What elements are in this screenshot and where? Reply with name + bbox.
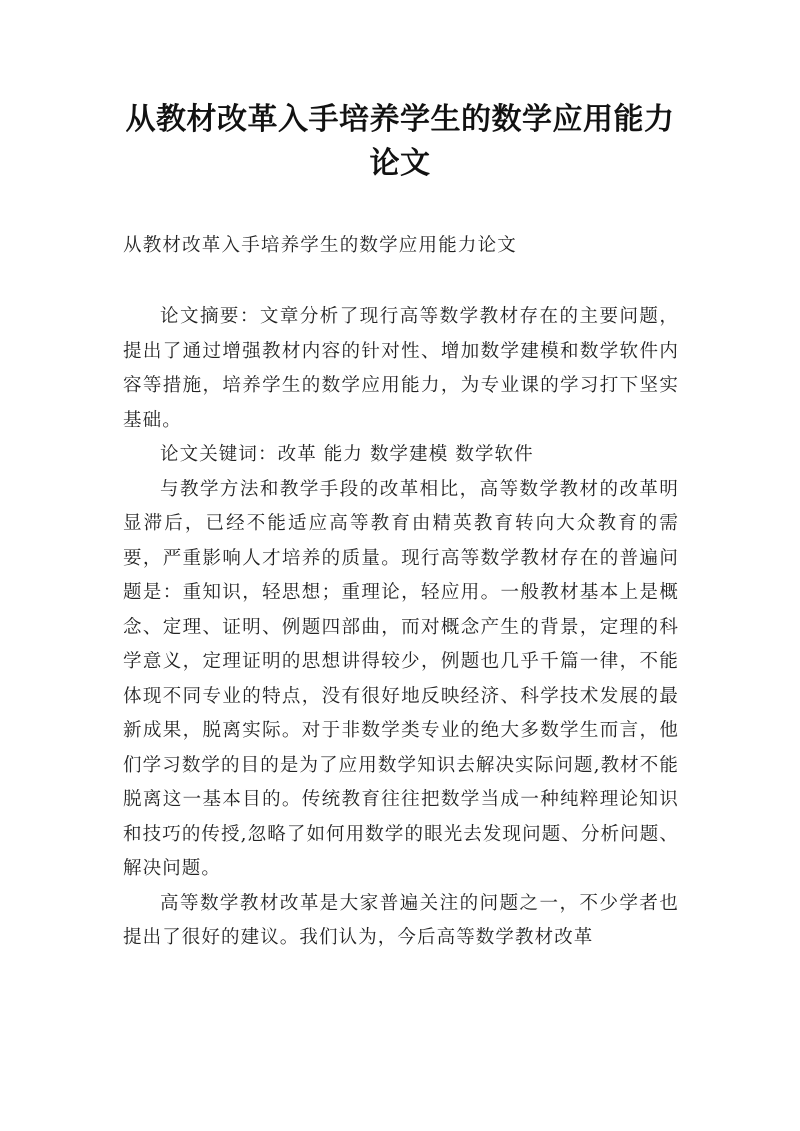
document-body (123, 300, 679, 956)
document-title-line-1: 从教材改革入手培养学生的数学应用能力 (125, 102, 675, 137)
body-paragraph: 与教学方法和教学手段的改革相比，高等数学教材的改革明显滞后，已经不能适应高等教育由精英教育转向大众教育的需要，严重影响人才培养的质量。现行高等数学教材存在的普遍问题是：重知识，轻思想；重理论，轻应用。一般教材基本上是概念、定理、证明、例题四部曲，而对概念产生的背景，定理的科学意义，定理证明的思想讲得较少，例题也几乎千篇一律，不能体现不同专业的特点，没有很好地反映经济、科学技术发展的最新成果，脱离实际。对于非数学类专业的绝大多数学生而言，他们学习数学的目的是为了应用数学知识去解决实际问题,教材不能脱离这一基本目的。传统教育往往把数学当成一种纯粹理论知识和技巧的传授,忽略了如何用数学的眼光去发现问题、分析问题、解决问题。 (123, 478, 679, 879)
keywords-paragraph: 论文关键词：改革 能力 数学建模 数学软件 (160, 444, 534, 465)
body-paragraph: 高等数学教材改革是大家普遍关注的问题之一，不少学者也提出了很好的建议。我们认为，今后高等数学教材改革 (123, 892, 679, 948)
abstract-paragraph: 论文摘要：文章分析了现行高等数学教材存在的主要问题，提出了通过增强教材内容的针对性、增加数学建模和数学软件内容等措施，培养学生的数学应用能力，为专业课的学习打下坚实基础。 (123, 306, 679, 431)
document-title (100, 98, 700, 186)
document-subtitle: 从教材改革入手培养学生的数学应用能力论文 (123, 235, 518, 256)
document-title-line-2: 论文 (369, 146, 431, 181)
